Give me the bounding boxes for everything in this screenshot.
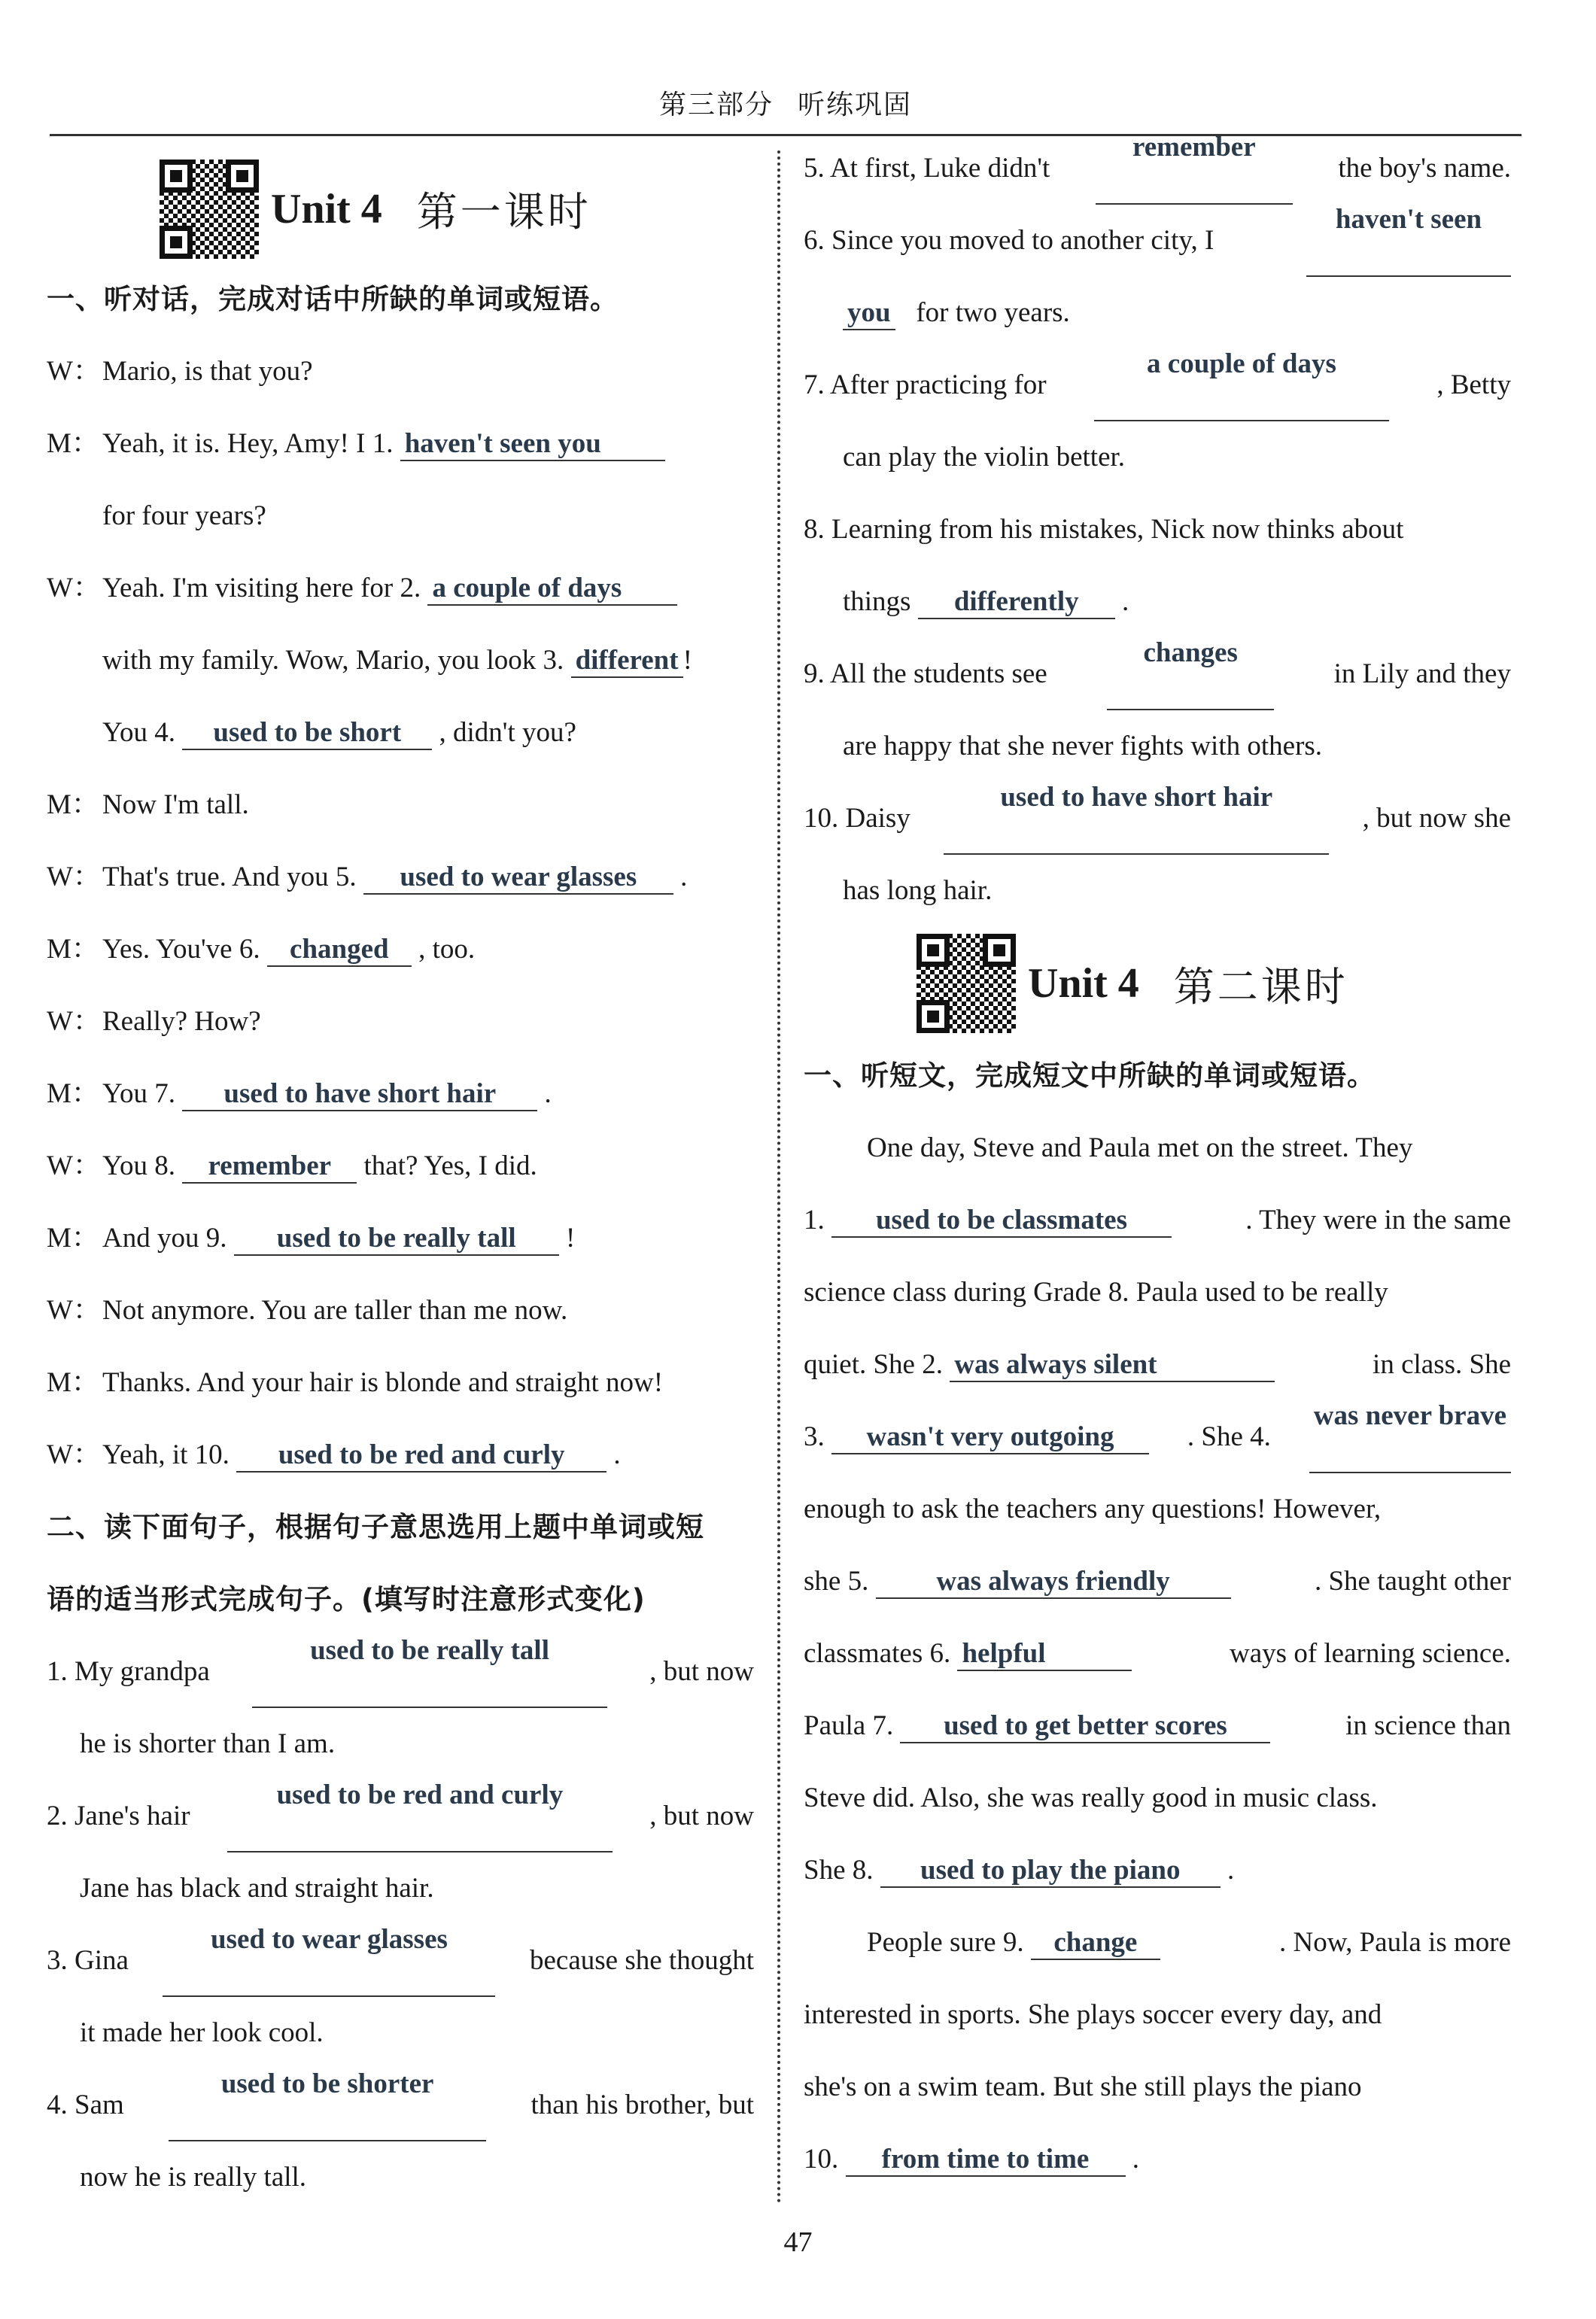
passage-line: She 8. used to play the piano . [804, 1834, 1511, 1907]
dialogue-line: M： You 7. used to have short hair . [47, 1058, 754, 1130]
sentence-line: it made her look cool. [80, 2017, 324, 2048]
section1-heading: 一、听对话，完成对话中所缺的单词或短语。 [47, 283, 619, 315]
sentence-line: things differently . [804, 566, 1511, 638]
unit-label: Unit 4 [271, 185, 382, 233]
passage-line: 1. used to be classmates . They were in the same [804, 1184, 1511, 1257]
sentence-line: 6. Since you moved to another city, I haven't seen [804, 205, 1511, 277]
sentence-line: Jane has black and straight hair. [80, 1873, 434, 1904]
answer-blank[interactable]: used to play the piano [880, 1856, 1221, 1888]
answer-blank[interactable]: used to have short hair [182, 1079, 537, 1111]
answer-blank[interactable]: haven't seen you [400, 429, 665, 461]
dialogue-line: M： Yes. You've 6. changed , too. [47, 913, 754, 986]
passage-line: 3. wasn't very outgoing . She 4. was never brave [804, 1401, 1511, 1473]
answer-blank[interactable]: was never brave [1309, 1401, 1511, 1473]
section2-heading: 二、读下面句子，根据句子意思选用上题中单词或短 [47, 1511, 704, 1543]
sentence-line: he is shorter than I am. [80, 1728, 336, 1759]
part-label: 第三部分 [658, 90, 774, 120]
answer-blank[interactable]: used to be classmates [831, 1205, 1172, 1238]
answer-blank[interactable]: used to get better scores [900, 1711, 1270, 1743]
answer-blank[interactable]: a couple of days [427, 573, 677, 606]
passage-line: enough to ask the teachers any questions! However, [804, 1494, 1382, 1524]
answer-blank[interactable]: haven't seen [1306, 205, 1511, 277]
passage-line: classmates 6. helpful ways of learning science. [804, 1618, 1511, 1690]
sentence-line: 9. All the students see changes in Lily and they [804, 638, 1511, 710]
part-title: 听练巩固 [798, 90, 913, 120]
answer-blank[interactable]: used to be short [182, 718, 432, 750]
passage-line: interested in sports. She plays soccer every day, and [804, 1999, 1382, 2030]
answer-blank[interactable]: used to be red and curly [227, 1780, 613, 1852]
dialogue-line: M： And you 9. used to be really tall ! [47, 1202, 754, 1275]
lesson-label: 第一课时 [416, 188, 591, 236]
answer-blank[interactable]: remember [182, 1151, 357, 1184]
answer-blank[interactable]: was always silent [950, 1350, 1275, 1382]
answer-blank[interactable]: from time to time [846, 2144, 1126, 2177]
dialogue-line: W：Not anymore. You are taller than me now. [47, 1295, 568, 1326]
answer-blank[interactable]: wasn't very outgoing [831, 1422, 1149, 1454]
passage-line: she 5. was always friendly . She taught other [804, 1545, 1511, 1618]
sentence-line: can play the violin better. [843, 442, 1126, 473]
sentence-line: 2. Jane's hair used to be red and curly , but now [47, 1780, 754, 1852]
passage-line: Paula 7. used to get better scores in science than [804, 1690, 1511, 1762]
lesson1-title [47, 154, 754, 263]
sentence-line: 7. After practicing for a couple of days , Betty [804, 349, 1511, 421]
answer-blank[interactable]: change [1031, 1928, 1160, 1960]
answer-blank[interactable]: you [843, 298, 895, 330]
qr-code-icon[interactable] [160, 160, 259, 259]
dialogue-line: W：Yeah. I'm visiting here for 2. a couple of days [47, 552, 754, 625]
dialogue-line: M： Thanks. And your hair is blonde and straight now! [47, 1367, 664, 1398]
answer-blank[interactable]: used to be red and curly [236, 1440, 606, 1473]
answer-blank[interactable]: used to have short hair [944, 783, 1329, 855]
right-column [804, 132, 1511, 2196]
passage-line: she's on a swim team. But she still plays the piano [804, 2071, 1362, 2102]
passage-line: quiet. She 2. was always silent in class. She [804, 1329, 1511, 1401]
answer-blank[interactable]: changed [267, 935, 412, 967]
sentence-line: 8. Learning from his mistakes, Nick now thinks about [804, 514, 1404, 545]
dialogue-line: for four years? [102, 500, 266, 531]
sentence-line: 3. Gina used to wear glasses because she thought [47, 1925, 754, 1997]
dialogue-line: W：You 8. remember that? Yes, I did. [47, 1130, 754, 1202]
dialogue-line: with my family. Wow, Mario, you look 3. different ! [47, 625, 754, 697]
dialogue-line: You 4. used to be short , didn't you? [47, 697, 754, 769]
answer-blank[interactable]: used to be really tall [234, 1223, 559, 1256]
sentence-line: 1. My grandpa used to be really tall , but now [47, 1636, 754, 1708]
passage-line: Steve did. Also, she was really good in music class. [804, 1783, 1378, 1813]
dialogue-line: W：That's true. And you 5. used to wear glasses . [47, 841, 754, 913]
sentence-line: 10. Daisy used to have short hair , but now she [804, 783, 1511, 855]
dialogue-line: W：Yeah, it 10. used to be red and curly . [47, 1419, 754, 1491]
section1-heading: 一、听短文，完成短文中所缺的单词或短语。 [804, 1059, 1376, 1092]
dialogue-line: M： Yeah, it is. Hey, Amy! I 1. haven't seen you [47, 408, 754, 480]
answer-blank[interactable]: helpful [957, 1639, 1132, 1671]
sentence-line: 4. Sam used to be shorter than his brother, but [47, 2069, 754, 2141]
qr-code-icon[interactable] [917, 934, 1016, 1033]
answer-blank[interactable]: used to be shorter [169, 2069, 486, 2141]
dialogue-line: M： Now I'm tall. [47, 789, 249, 820]
sentence-line: 5. At first, Luke didn't remember the boy's name. [804, 132, 1511, 205]
passage-line: People sure 9. change . Now, Paula is more [804, 1907, 1511, 1979]
page-header [50, 81, 1522, 136]
lesson-label: 第二课时 [1173, 962, 1348, 1011]
page-number: 47 [783, 2226, 813, 2258]
answer-blank[interactable]: used to wear glasses [163, 1925, 495, 1997]
lesson2-title [804, 927, 1511, 1040]
passage-line: One day, Steve and Paula met on the street. They [867, 1132, 1413, 1163]
section2-heading-cont: 语的适当形式完成句子。(填写时注意形式变化) [47, 1583, 646, 1615]
sentence-line: you for two years. [804, 277, 1511, 349]
answer-blank[interactable]: remember [1096, 132, 1293, 205]
left-column [47, 154, 754, 2214]
answer-blank[interactable]: used to wear glasses [363, 862, 673, 895]
column-divider [777, 150, 780, 2205]
unit-label: Unit 4 [1028, 960, 1139, 1007]
sentence-line: has long hair. [843, 875, 993, 906]
passage-line: 10. from time to time . [804, 2123, 1511, 2196]
passage-line: science class during Grade 8. Paula used to be really [804, 1277, 1388, 1308]
answer-blank[interactable]: different [571, 646, 683, 678]
dialogue-line: W：Really? How? [47, 1006, 261, 1037]
sentence-line: now he is really tall. [80, 2162, 307, 2193]
sentence-line: are happy that she never fights with others. [843, 731, 1323, 761]
answer-blank[interactable]: changes [1107, 638, 1274, 710]
dialogue-line: W：Mario, is that you? [47, 356, 313, 387]
answer-blank[interactable]: used to be really tall [252, 1636, 607, 1708]
answer-blank[interactable]: a couple of days [1094, 349, 1389, 421]
answer-blank[interactable]: differently [918, 587, 1115, 619]
answer-blank[interactable]: was always friendly [876, 1567, 1231, 1599]
